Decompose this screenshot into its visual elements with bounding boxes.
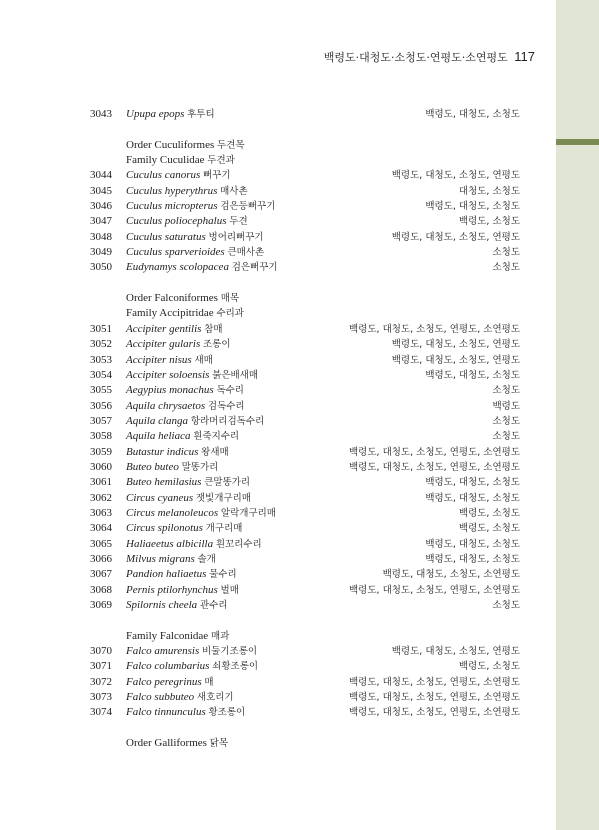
species-name <box>126 690 234 705</box>
species-name <box>126 230 264 245</box>
species-number: 3055 <box>90 384 112 397</box>
taxon-heading <box>90 291 520 306</box>
species-name <box>126 552 216 567</box>
scientific-name: Milvus migrans <box>126 552 195 565</box>
species-entry <box>90 552 520 567</box>
species-name <box>126 383 244 398</box>
island-locations: 백령도, 대청도, 소청도 <box>425 477 520 489</box>
species-number: 3052 <box>90 338 112 351</box>
species-entry <box>90 690 520 705</box>
scientific-name: Accipiter nisus <box>126 353 192 366</box>
scientific-name: Aquila chrysaetos <box>126 399 206 412</box>
island-locations: 백령도 <box>492 400 520 412</box>
species-entry <box>90 214 520 229</box>
island-locations: 소청도 <box>492 385 520 397</box>
species-name <box>126 337 231 352</box>
island-locations: 백령도, 대청도, 소청도 <box>425 492 520 504</box>
species-number: 3070 <box>90 645 112 658</box>
species-number: 3054 <box>90 368 112 381</box>
korean-name: 말똥가리 <box>181 461 219 473</box>
island-locations: 백령도, 대청도, 소청도 <box>425 201 520 213</box>
species-number: 3071 <box>90 660 112 673</box>
scientific-name: Accipiter gularis <box>126 338 201 351</box>
species-name <box>126 475 250 490</box>
species-name <box>126 537 262 552</box>
island-locations: 백령도, 대청도, 소청도, 연평도 <box>391 354 520 366</box>
scientific-name: Accipiter gentilis <box>126 322 202 335</box>
species-number: 3056 <box>90 399 112 412</box>
species-entry <box>90 445 520 460</box>
island-locations: 백령도, 대청도, 소청도 <box>425 553 520 565</box>
korean-name: 알락개구리매 <box>220 507 276 519</box>
species-number: 3045 <box>90 184 112 197</box>
species-entry <box>90 260 520 275</box>
scientific-name: Pandion haliaetus <box>126 568 207 581</box>
island-locations: 소청도 <box>492 262 520 274</box>
species-number: 3058 <box>90 430 112 443</box>
species-checklist <box>90 107 520 751</box>
species-number: 3073 <box>90 691 112 704</box>
korean-name: 검은등뻐꾸기 <box>220 201 276 213</box>
species-number: 3048 <box>90 230 112 243</box>
scientific-name: Butastur indicus <box>126 445 199 458</box>
taxon-heading-latin: Order Galliformes <box>126 737 207 750</box>
species-name <box>126 214 248 229</box>
scientific-name: Cuculus hyperythrus <box>126 184 218 197</box>
species-number: 3043 <box>90 108 112 120</box>
section-spacer <box>90 721 520 736</box>
scientific-name: Spilornis cheela <box>126 599 198 611</box>
species-entry <box>90 567 520 582</box>
island-locations: 소청도 <box>492 600 520 611</box>
island-locations: 백령도, 소청도 <box>458 523 520 535</box>
species-name <box>126 567 237 582</box>
taxon-heading-latin: Family Cuculidae <box>126 154 205 167</box>
island-locations: 백령도, 대청도, 소청도, 연평도, 소연평도 <box>349 676 520 688</box>
island-locations: 백령도, 소청도 <box>458 507 520 519</box>
species-entry <box>90 506 520 521</box>
taxon-heading-latin: Order Falconiformes <box>126 292 218 305</box>
species-entry <box>90 429 520 444</box>
scientific-name: Aquila clanga <box>126 414 189 427</box>
scientific-name: Cuculus canorus <box>126 169 201 182</box>
scientific-name: Falco amurensis <box>126 645 200 658</box>
korean-name: 두견 <box>229 216 248 228</box>
scientific-name: Cuculus saturatus <box>126 230 206 243</box>
island-locations: 소청도 <box>492 247 520 259</box>
island-locations: 소청도 <box>492 431 520 443</box>
korean-name: 뻐꾸기 <box>203 170 231 182</box>
island-locations: 백령도, 대청도, 소청도, 연평도, 소연평도 <box>349 446 520 458</box>
korean-name: 매 <box>204 676 214 688</box>
running-header-title: 백령도·대청도·소청도·연평도·소연평도 <box>323 51 508 64</box>
scientific-name: Falco peregrinus <box>126 675 202 688</box>
species-number: 3068 <box>90 583 112 596</box>
species-number: 3066 <box>90 552 112 565</box>
korean-name: 새매 <box>194 354 213 366</box>
island-locations: 백령도, 대청도, 소청도, 연평도, 소연평도 <box>349 707 520 719</box>
species-number: 3063 <box>90 506 112 519</box>
species-entry <box>90 475 520 490</box>
taxon-heading-korean: 매목 <box>220 293 240 305</box>
species-number: 3065 <box>90 537 112 550</box>
island-locations: 소청도 <box>492 415 520 427</box>
species-number: 3049 <box>90 246 112 259</box>
scientific-name: Circus melanoleucos <box>126 506 219 519</box>
scientific-name: Haliaeetus albicilla <box>126 537 214 550</box>
scientific-name: Falco subbuteo <box>126 691 195 704</box>
section-spacer <box>90 613 520 628</box>
species-entry <box>90 399 520 414</box>
species-name <box>126 168 231 183</box>
species-entry <box>90 322 520 337</box>
korean-name: 독수리 <box>216 385 244 397</box>
scientific-name: Aegypius monachus <box>126 384 214 397</box>
species-name <box>126 399 245 414</box>
section-spacer <box>90 122 520 137</box>
species-name <box>126 368 258 383</box>
korean-name: 관수리 <box>199 600 228 611</box>
korean-name: 큰말똥가리 <box>204 477 251 489</box>
species-name <box>126 245 264 260</box>
taxon-heading-korean: 닭목 <box>209 738 229 750</box>
scientific-name: Pernis ptilorhynchus <box>126 583 218 596</box>
island-locations: 백령도, 대청도, 소청도, 연평도, 소연평도 <box>349 461 520 473</box>
korean-name: 조롱이 <box>203 339 231 351</box>
species-number: 3046 <box>90 200 112 213</box>
species-entry <box>90 353 520 368</box>
species-number: 3074 <box>90 706 112 719</box>
species-entry <box>90 659 520 674</box>
side-accent-stripe <box>556 139 599 145</box>
species-name <box>126 429 239 444</box>
taxon-heading <box>90 306 520 321</box>
species-number: 3060 <box>90 460 112 473</box>
scientific-name: Cuculus sparverioides <box>126 246 225 259</box>
species-entry <box>90 705 520 720</box>
island-locations: 백령도, 대청도, 소청도, 연평도 <box>391 646 520 658</box>
taxon-heading-korean: 두견목 <box>217 139 245 151</box>
scientific-name: Eudynamys scolopacea <box>126 261 229 274</box>
species-number: 3064 <box>90 522 112 535</box>
page-number: 117 <box>514 49 535 64</box>
korean-name: 솔개 <box>197 553 216 565</box>
korean-name: 큰매사촌 <box>227 247 265 259</box>
species-number: 3062 <box>90 491 112 504</box>
island-locations: 백령도, 대청도, 소청도, 연평도, 소연평도 <box>349 692 520 704</box>
species-entry <box>90 583 520 598</box>
scientific-name: Aquila heliaca <box>126 430 191 443</box>
species-number: 3053 <box>90 353 112 366</box>
korean-name: 후투티 <box>187 109 215 120</box>
korean-name: 벌매 <box>220 584 239 596</box>
korean-name: 비둘기조롱이 <box>201 646 258 658</box>
species-number: 3057 <box>90 414 112 427</box>
species-name <box>126 675 214 690</box>
species-entry <box>90 644 520 659</box>
species-name <box>126 705 245 720</box>
species-name <box>126 491 251 506</box>
scientific-name: Accipiter soloensis <box>126 368 210 381</box>
korean-name: 벙어리뻐꾸기 <box>208 231 264 243</box>
species-number: 3044 <box>90 169 112 182</box>
species-number: 3069 <box>90 599 112 611</box>
island-locations: 백령도, 대청도, 소청도, 소연평도 <box>382 569 520 581</box>
species-entry <box>90 521 520 536</box>
species-name <box>126 521 242 536</box>
island-locations: 백령도, 대청도, 소청도 <box>425 109 520 120</box>
taxon-heading-latin: Order Cuculiformes <box>126 138 215 151</box>
species-name <box>126 598 227 613</box>
species-number: 3072 <box>90 675 112 688</box>
scientific-name: Upupa epops <box>126 108 185 120</box>
korean-name: 검독수리 <box>207 400 245 412</box>
scientific-name: Circus cyaneus <box>126 491 194 504</box>
species-entry <box>90 199 520 214</box>
species-name <box>126 184 248 199</box>
island-locations: 백령도, 대청도, 소청도 <box>425 369 520 381</box>
species-entry <box>90 491 520 506</box>
korean-name: 잿빛개구리매 <box>195 492 251 504</box>
species-name <box>126 107 215 122</box>
species-entry <box>90 245 520 260</box>
korean-name: 검은뻐꾸기 <box>231 262 278 274</box>
species-number: 3047 <box>90 215 112 228</box>
korean-name: 매사촌 <box>220 185 248 197</box>
korean-name: 새호리기 <box>196 692 234 704</box>
island-locations: 백령도, 대청도, 소청도, 연평도 <box>391 231 520 243</box>
scientific-name: Falco columbarius <box>126 660 210 673</box>
species-entry <box>90 184 520 199</box>
species-entry <box>90 230 520 245</box>
species-entry <box>90 368 520 383</box>
running-header <box>324 49 535 65</box>
korean-name: 왕새매 <box>201 446 229 458</box>
korean-name: 쇠황조롱이 <box>212 661 259 673</box>
taxon-heading-korean: 수리과 <box>216 308 244 320</box>
species-name <box>126 414 264 429</box>
species-entry <box>90 107 520 122</box>
island-locations: 백령도, 대청도, 소청도, 연평도 <box>391 339 520 351</box>
korean-name: 물수리 <box>209 569 237 581</box>
side-color-band <box>556 0 599 830</box>
species-entry <box>90 598 520 613</box>
species-name <box>126 644 257 659</box>
taxon-heading-latin: Family Falconidae <box>126 629 209 642</box>
species-number: 3067 <box>90 568 112 581</box>
island-locations: 백령도, 대청도, 소청도, 연평도 <box>391 170 520 182</box>
taxon-heading <box>90 153 520 168</box>
species-name <box>126 199 275 214</box>
korean-name: 붉은배새매 <box>212 369 259 381</box>
korean-name: 흰꼬리수리 <box>215 538 262 550</box>
species-entry <box>90 460 520 475</box>
island-locations: 대청도, 소청도 <box>458 185 520 197</box>
taxon-heading-korean: 매과 <box>210 630 230 642</box>
species-entry <box>90 414 520 429</box>
taxon-heading-korean: 두견과 <box>207 155 235 167</box>
section-spacer <box>90 276 520 291</box>
species-number: 3061 <box>90 476 112 489</box>
species-name <box>126 445 229 460</box>
island-locations: 백령도, 소청도 <box>458 661 520 673</box>
scientific-name: Cuculus micropterus <box>126 200 218 213</box>
korean-name: 개구리매 <box>205 523 243 535</box>
scientific-name: Falco tinnunculus <box>126 706 206 719</box>
taxon-heading <box>90 629 520 644</box>
korean-name: 참매 <box>204 323 223 335</box>
species-name <box>126 322 223 337</box>
taxon-heading <box>90 736 520 751</box>
species-entry <box>90 675 520 690</box>
scientific-name: Cuculus poliocephalus <box>126 215 227 228</box>
scientific-name: Buteo hemilasius <box>126 476 202 489</box>
island-locations: 백령도, 대청도, 소청도 <box>425 538 520 550</box>
species-name <box>126 460 218 475</box>
korean-name: 항라머리검독수리 <box>190 415 265 427</box>
species-name <box>126 583 239 598</box>
korean-name: 황조롱이 <box>208 707 246 719</box>
species-number: 3050 <box>90 261 112 274</box>
species-number: 3051 <box>90 322 112 335</box>
taxon-heading-latin: Family Accipitridae <box>126 307 214 320</box>
species-name <box>126 260 278 275</box>
species-entry <box>90 537 520 552</box>
species-name <box>126 353 213 368</box>
island-locations: 백령도, 대청도, 소청도, 연평도, 소연평도 <box>349 584 520 596</box>
species-name <box>126 506 276 521</box>
species-entry <box>90 383 520 398</box>
species-entry <box>90 337 520 352</box>
taxon-heading <box>90 138 520 153</box>
korean-name: 흰죽지수리 <box>193 431 240 443</box>
island-locations: 백령도, 대청도, 소청도, 연평도, 소연평도 <box>349 323 520 335</box>
scientific-name: Circus spilonotus <box>126 522 203 535</box>
species-name <box>126 659 258 674</box>
species-number: 3059 <box>90 445 112 458</box>
island-locations: 백령도, 소청도 <box>458 216 520 228</box>
species-entry <box>90 168 520 183</box>
scientific-name: Buteo buteo <box>126 460 179 473</box>
